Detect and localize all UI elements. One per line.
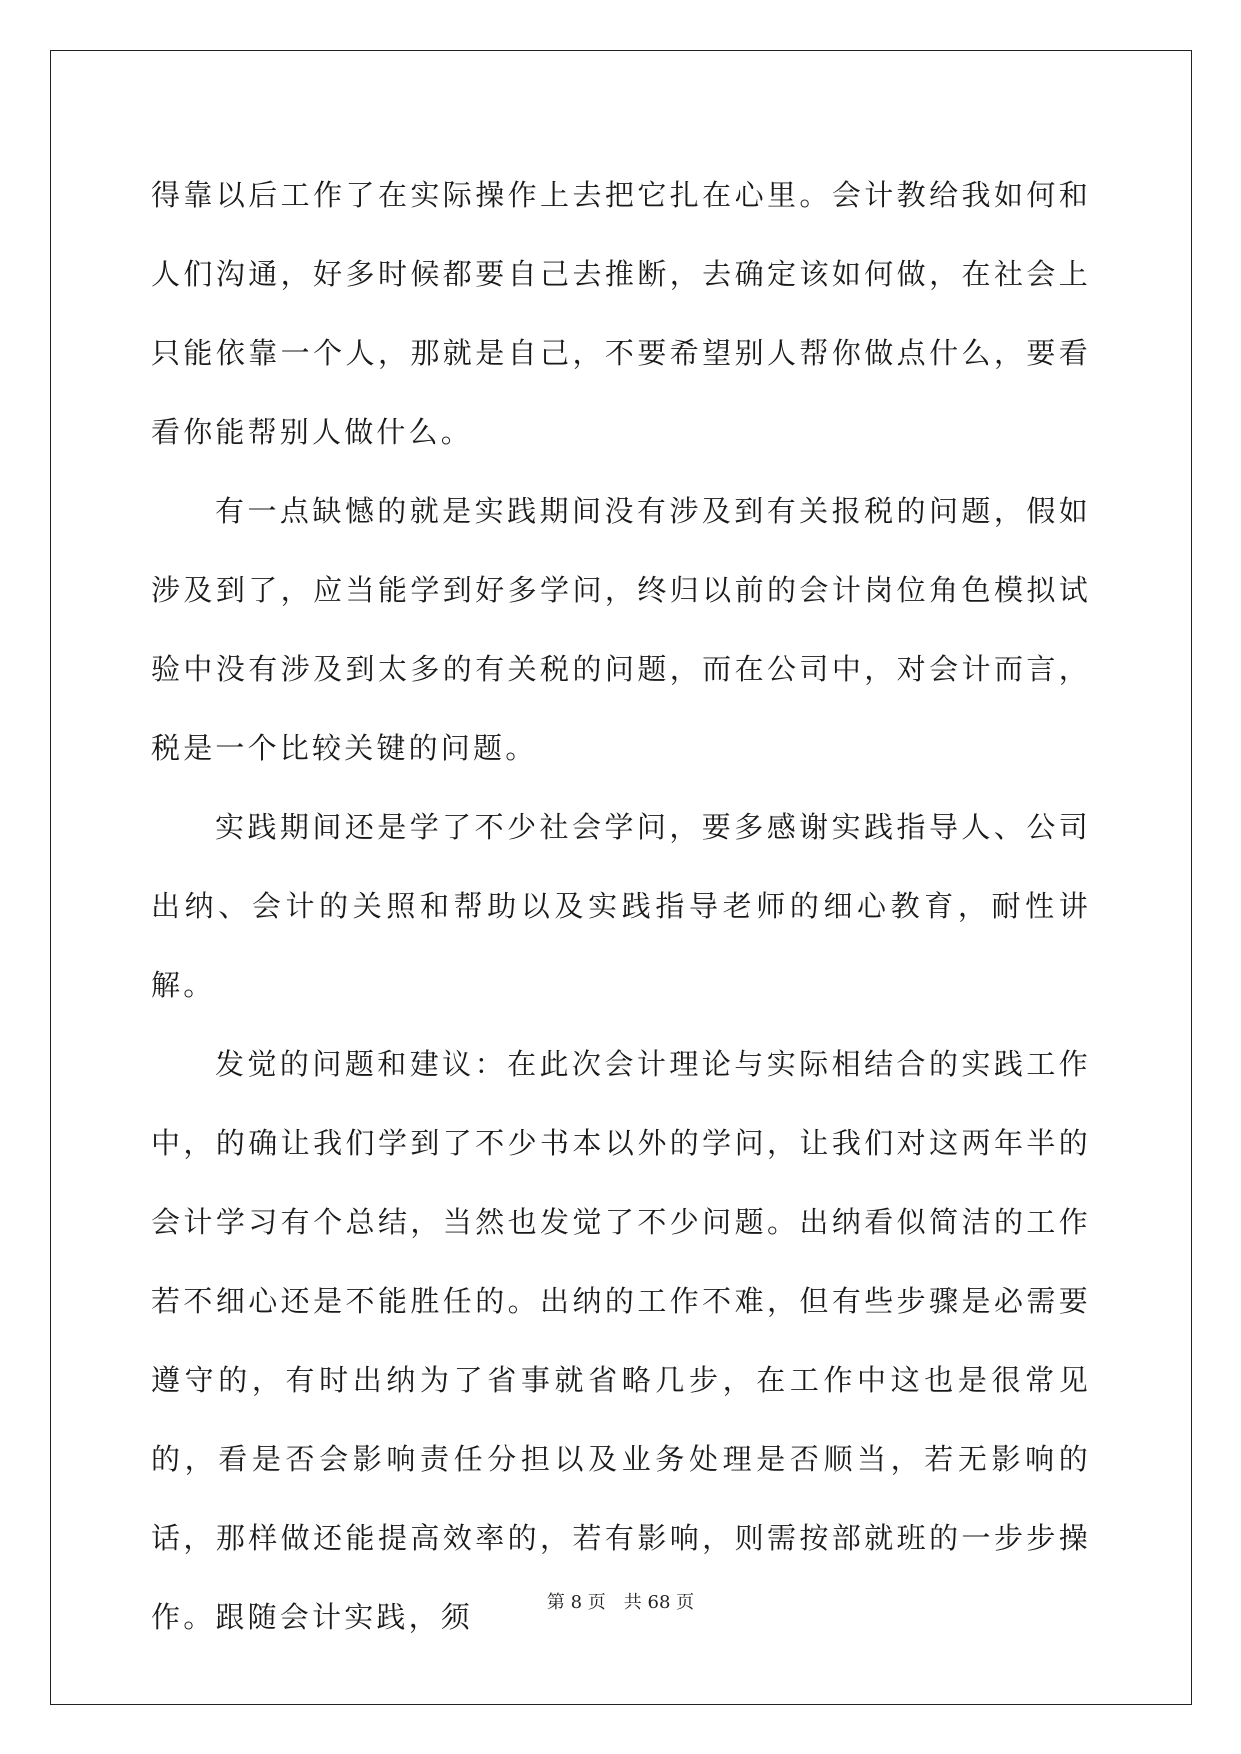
page-number-footer: 第 8 页 共 68 页 [546, 1592, 695, 1613]
paragraph-2: 有一点缺憾的就是实践期间没有涉及到有关报税的问题，假如涉及到了，应当能学到好多学问，终归以前的会计岗位角色模拟试验中没有涉及到太多的有关税的问题，而在公司中，对会计而言，税是一个比较关键的问题。 [151, 494, 1091, 765]
paragraph-1: 得靠以后工作了在实际操作上去把它扎在心里。会计教给我如何和人们沟通，好多时候都要自己去推断，去确定该如何做，在社会上只能依靠一个人，那就是自己，不要希望别人帮你做点什么，要看看你能帮别人做什么。 [151, 178, 1091, 449]
document-body [151, 156, 1091, 1657]
paragraph-3: 实践期间还是学了不少社会学问，要多感谢实践指导人、公司出纳、会计的关照和帮助以及实践指导老师的细心教育，耐性讲解。 [151, 810, 1091, 1002]
paragraph-4: 发觉的问题和建议：在此次会计理论与实际相结合的实践工作中，的确让我们学到了不少书本以外的学问，让我们对这两年半的会计学习有个总结，当然也发觉了不少问题。出纳看似简洁的工作若不细心还是不能胜任的。出纳的工作不难，但有些步骤是必需要遵守的，有时出纳为了省事就省略几步，在工作中这也是很常见的，看是否会影响责任分担以及业务处理是否顺当，若无影响的话，那样做还能提高效率的，若有影响，则需按部就班的一步步操作。跟随会计实践，须 [151, 1047, 1091, 1634]
